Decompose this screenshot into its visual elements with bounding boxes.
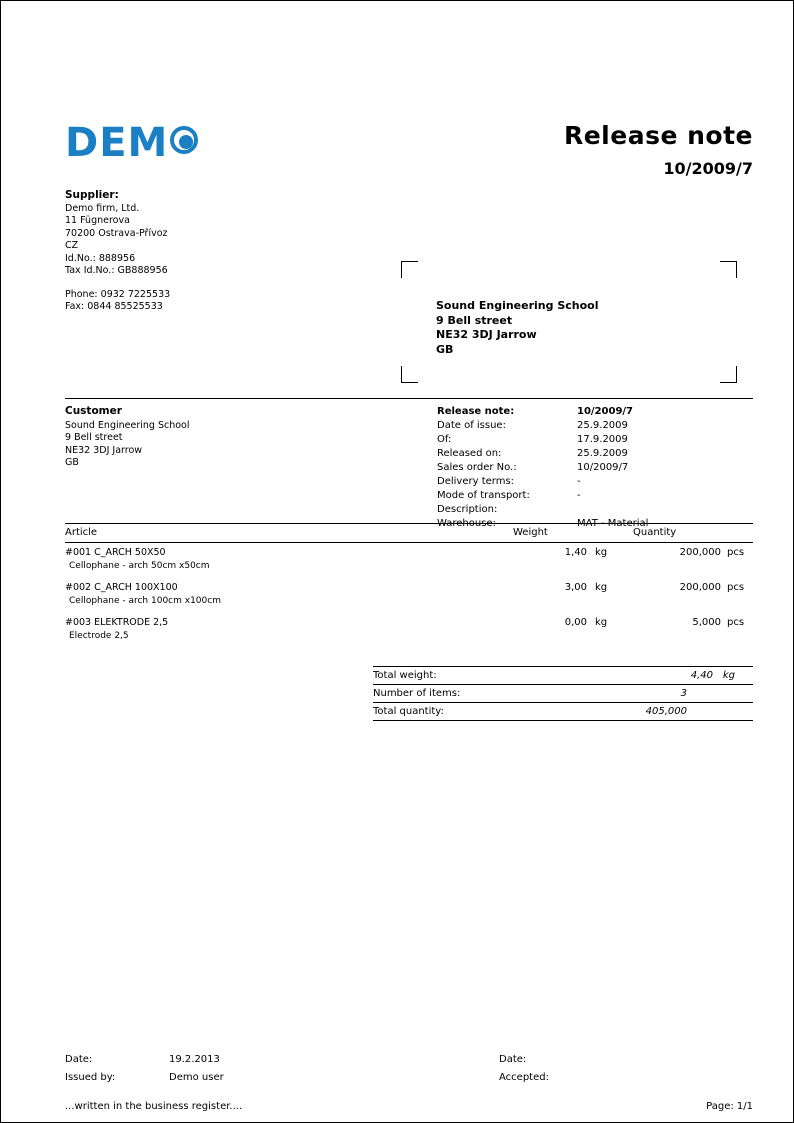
recipient-street: 9 Bell street [436, 313, 513, 327]
table-row [65, 543, 753, 578]
item-weight-unit: kg [595, 547, 608, 558]
customer-country: GB [65, 457, 79, 468]
recipient-address-box [401, 261, 737, 383]
total-row [373, 685, 753, 703]
total-row [373, 703, 753, 721]
item-article: #001 C_ARCH 50X50 [65, 547, 166, 558]
signature-date-row [65, 1051, 753, 1069]
customer-label: Customer [65, 405, 122, 417]
document-meta-list [437, 405, 753, 531]
column-header-weight: Weight [513, 527, 548, 538]
meta-value: 10/2009/7 [577, 462, 629, 473]
column-header-article: Article [65, 527, 98, 538]
items-table [65, 523, 753, 648]
meta-key: Release note: [437, 406, 515, 417]
item-article: #002 C_ARCH 100X100 [65, 582, 178, 593]
item-quantity: 5,000 [692, 617, 721, 628]
meta-value [577, 503, 753, 517]
signature-section [65, 1051, 753, 1087]
meta-row [437, 419, 753, 433]
totals-wrapper [65, 666, 753, 724]
company-logo [65, 120, 204, 166]
item-weight: 3,00 [564, 582, 587, 593]
meta-row [437, 461, 753, 475]
item-weight-unit: kg [595, 582, 608, 593]
details-section [65, 398, 753, 529]
item-weight: 1,40 [564, 547, 587, 558]
page-number: Page: 1/1 [706, 1101, 753, 1112]
recipient-city: NE32 3DJ Jarrow [436, 328, 537, 341]
supplier-phone: Phone: 0932 7225533 [65, 288, 171, 300]
item-quantity-unit: pcs [727, 617, 745, 628]
total-key: Number of items: [373, 688, 461, 699]
meta-value: 25.9.2009 [577, 420, 628, 431]
total-row [373, 667, 753, 685]
column-header-quantity: Quantity [633, 527, 677, 538]
page-title: Release note [563, 121, 753, 150]
supplier-street: 11 Fügnerova [65, 215, 130, 226]
document-body [65, 111, 753, 724]
meta-key: Released on: [437, 448, 502, 459]
address-area [65, 189, 753, 356]
accepted-label: Accepted: [499, 1072, 549, 1083]
meta-row [437, 489, 753, 503]
supplier-fax: Fax: 0844 85525533 [65, 301, 163, 312]
supplier-city: 70200 Ostrava-Přívoz [65, 227, 168, 239]
total-key: Total weight: [373, 670, 437, 681]
crop-mark-top-right-icon [720, 261, 737, 278]
total-key: Total quantity: [373, 706, 444, 717]
item-description: Cellophane - arch 100cm x100cm [69, 596, 221, 606]
issued-by-label: Issued by: [65, 1072, 116, 1083]
crop-mark-top-left-icon [401, 261, 418, 278]
customer-city: NE32 3DJ Jarrow [65, 444, 143, 456]
customer-name: Sound Engineering School [65, 419, 190, 431]
item-quantity: 200,000 [679, 582, 721, 593]
item-quantity: 200,000 [679, 547, 721, 558]
meta-value: - [577, 476, 581, 487]
supplier-country: CZ [65, 240, 79, 251]
recipient-country: GB [436, 342, 454, 356]
meta-value: - [577, 490, 581, 501]
meta-row [437, 433, 753, 447]
logo-text: DEM [65, 120, 169, 166]
meta-row [437, 475, 753, 489]
meta-value: MAT - Material [577, 518, 649, 529]
crop-mark-bottom-right-icon [720, 366, 737, 383]
item-description: Cellophane - arch 50cm x50cm [69, 561, 210, 571]
customer-block [65, 405, 425, 470]
meta-key: Of: [437, 434, 452, 445]
total-value: 405,000 [645, 706, 687, 717]
document-header [65, 111, 753, 186]
totals-table [373, 666, 753, 721]
date-label-left: Date: [65, 1054, 93, 1065]
items-table-header [65, 524, 753, 543]
meta-key: Sales order No.: [437, 462, 517, 473]
total-unit: kg [722, 670, 735, 681]
signature-issued-row [65, 1069, 753, 1087]
item-article: #003 ELEKTRODE 2,5 [65, 617, 169, 628]
footer-note: ...written in the business register.... [65, 1101, 243, 1112]
supplier-label: Supplier: [65, 189, 119, 201]
meta-value: 25.9.2009 [577, 448, 628, 459]
supplier-name: Demo firm, Ltd. [65, 202, 140, 214]
table-row [65, 613, 753, 648]
recipient-address [436, 299, 598, 357]
meta-key: Mode of transport: [437, 490, 530, 501]
meta-key: Date of issue: [437, 420, 506, 431]
issued-by-value: Demo user [169, 1072, 224, 1083]
meta-value: 17.9.2009 [577, 434, 628, 445]
supplier-id-no: Id.No.: 888956 [65, 252, 136, 264]
item-description: Electrode 2,5 [69, 631, 129, 641]
item-quantity-unit: pcs [727, 582, 745, 593]
date-label-right: Date: [499, 1054, 527, 1065]
recipient-name: Sound Engineering School [436, 299, 599, 312]
item-weight: 0,00 [564, 617, 587, 628]
document-footer [65, 1101, 753, 1112]
meta-value: 10/2009/7 [577, 406, 634, 417]
table-row [65, 578, 753, 613]
meta-row [437, 405, 753, 419]
meta-row [437, 447, 753, 461]
meta-key: Warehouse: [437, 518, 496, 529]
customer-street: 9 Bell street [65, 432, 123, 443]
item-quantity-unit: pcs [727, 547, 745, 558]
meta-key: Delivery terms: [437, 476, 515, 487]
item-weight-unit: kg [595, 617, 608, 628]
crop-mark-bottom-left-icon [401, 366, 418, 383]
total-value: 4,40 [690, 670, 713, 681]
date-value-left: 19.2.2013 [169, 1054, 220, 1065]
circle-dot-o-icon [170, 126, 204, 160]
total-value: 3 [680, 688, 687, 699]
meta-row [437, 503, 753, 517]
document-number: 10/2009/7 [663, 159, 753, 178]
meta-key: Description: [437, 504, 498, 515]
supplier-tax-id-no: Tax Id.No.: GB888956 [65, 265, 168, 276]
supplier-block [65, 189, 170, 314]
